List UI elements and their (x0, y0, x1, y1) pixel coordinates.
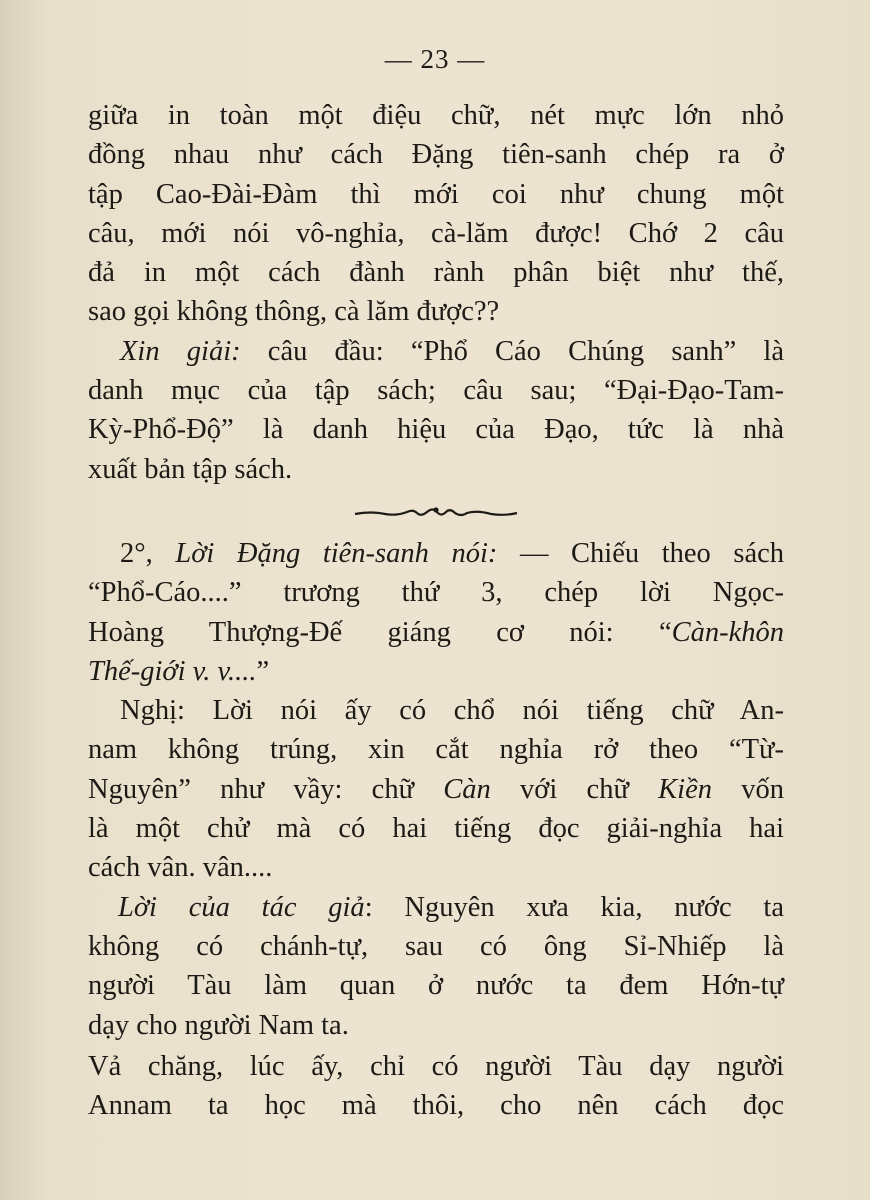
text-line: nam không trúng, xin cắt nghỉa rở theo “Từ- (88, 734, 784, 766)
text-line: cách vân. vân.... (88, 852, 273, 884)
text-line: sao gọi không thông, cà lăm được?? (88, 296, 500, 328)
emphasis-word: Kiền (658, 773, 712, 805)
text-fragment: câu đầu: “Phổ Cáo Chúng sanh” là (240, 335, 784, 367)
text-line: giữa in toàn một điệu chữ, nét mực lớn nhỏ (88, 100, 784, 131)
text-fragment: với chữ (490, 773, 659, 805)
page-number: — 23 — (384, 44, 486, 74)
text-fragment: Hoàng Thượng-Đế giáng cơ nói: “ (88, 616, 672, 648)
text-line (88, 534, 784, 573)
text-line: đả in một cách đành rành phân biệt như thế, (88, 257, 784, 289)
emphasis-word: Càn (443, 773, 491, 805)
text-fragment: ” (256, 655, 270, 687)
emphasis-label: Lời Đặng tiên-sanh nói: (175, 537, 498, 569)
text-line: là một chử mà có hai tiếng đọc giải-nghỉa hai (88, 813, 784, 845)
text-line: không có chánh-tự, sau có ông Sỉ-Nhiếp là (88, 930, 784, 962)
text-fragment: Nguyên” như vầy: chữ (88, 773, 444, 805)
text-line (88, 652, 784, 691)
emphasis-label: Xin giải: (120, 335, 241, 367)
text-line: Vả chăng, lúc ấy, chỉ có người Tàu dạy người (88, 1050, 784, 1082)
text-line: đồng nhau như cách Đặng tiên-sanh chép ra ở (88, 139, 784, 171)
text-line: danh mục của tập sách; câu sau; “Đại-Đạo-Tam- (88, 375, 784, 407)
text-line: xuất bản tập sách. (88, 453, 293, 485)
text-line: Nghị: Lời nói ấy có chổ nói tiếng chữ An- (120, 695, 784, 727)
text-line (88, 888, 784, 927)
text-line: dạy cho người Nam ta. (88, 1009, 349, 1041)
body-text (88, 96, 784, 1125)
text-line: “Phổ-Cáo....” trương thứ 3, chép lời Ngọc- (88, 577, 784, 609)
text-line (88, 770, 784, 809)
text-line: câu, mới nói vô-nghỉa, cà-lăm được! Chớ 2 câu (88, 217, 784, 249)
text-line: Annam ta học mà thôi, cho nên cách đọc (88, 1090, 784, 1122)
flourish-ornament-icon (351, 503, 521, 523)
emphasis-label: Lời của tác giả (118, 891, 365, 923)
text-fragment: vốn (711, 773, 784, 805)
text-line (88, 332, 784, 371)
ornamental-divider (88, 489, 784, 534)
emphasis-label: Thế-giới v. v.... (88, 655, 257, 687)
text-line: Kỳ-Phổ-Độ” là danh hiệu của Đạo, tức là nhà (88, 414, 784, 446)
text-fragment: — Chiếu theo sách (497, 537, 784, 569)
text-fragment: : Nguyên xưa kia, nước ta (364, 891, 784, 923)
text-line (88, 613, 784, 652)
emphasis-label: Càn-khôn (671, 616, 784, 648)
text-fragment: 2°, (120, 537, 176, 569)
text-line: người Tàu làm quan ở nước ta đem Hớn-tự (88, 970, 784, 1002)
text-line: tập Cao-Đài-Đàm thì mới coi như chung một (88, 178, 784, 210)
